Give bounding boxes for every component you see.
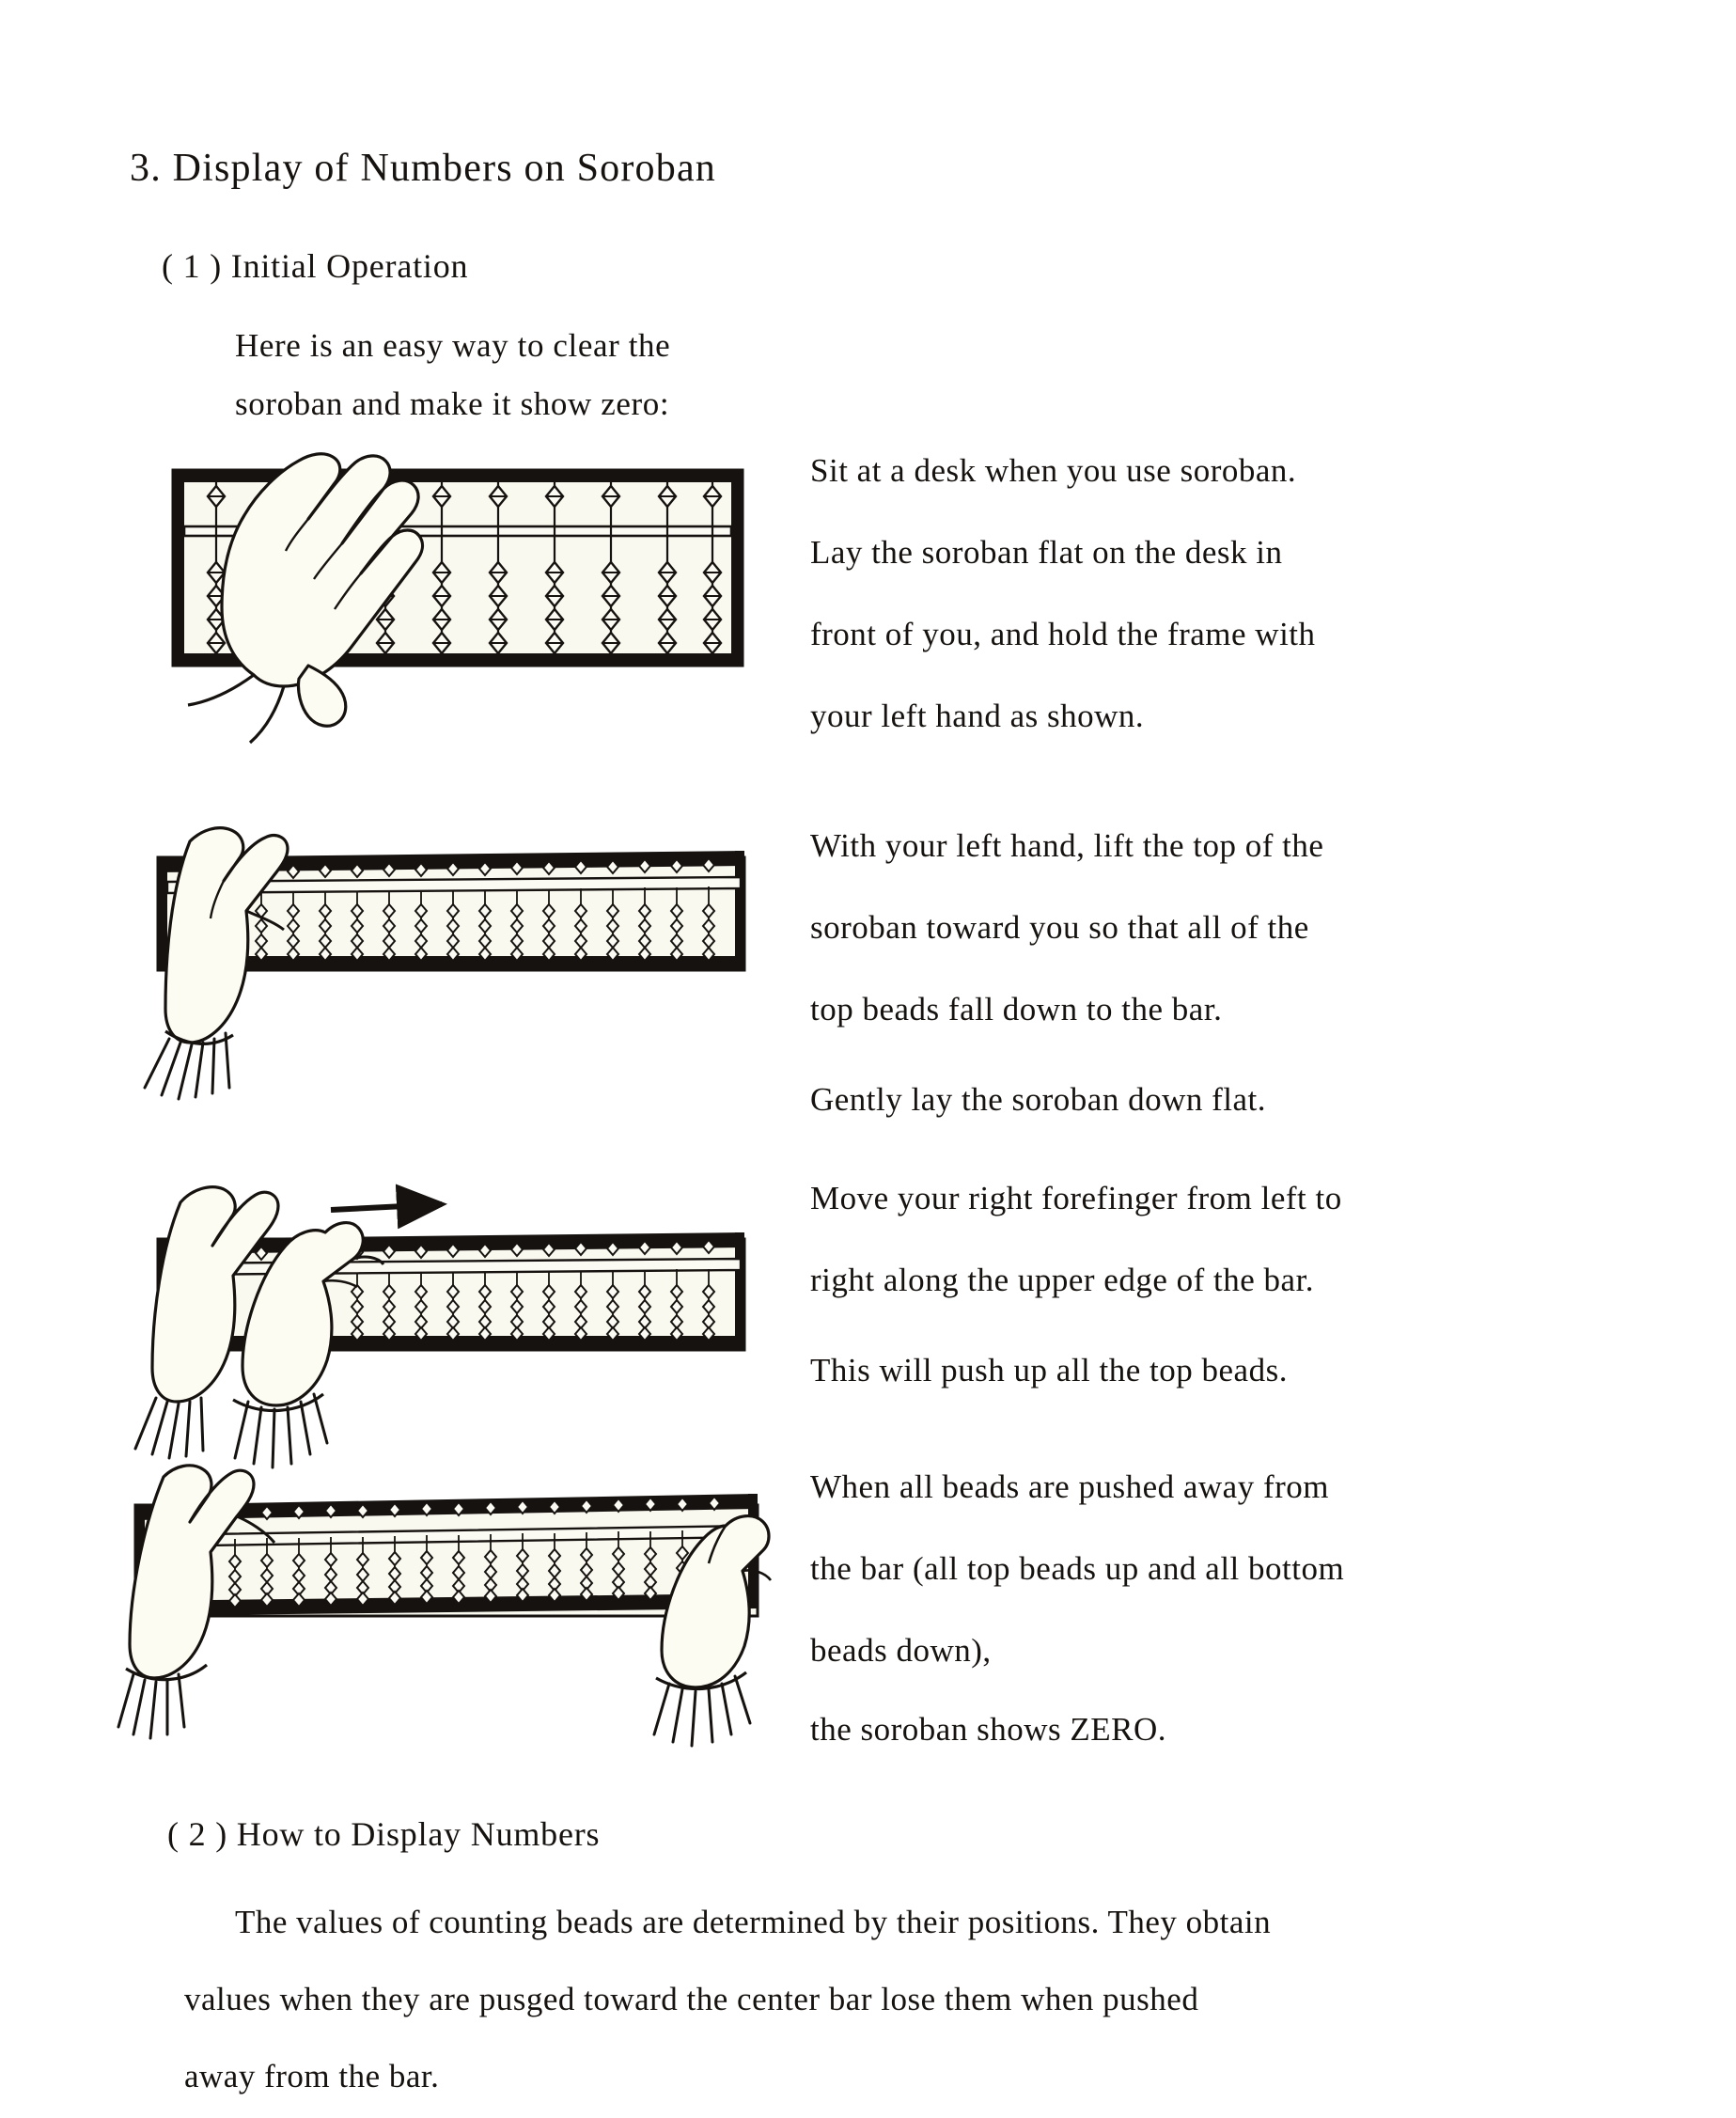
figure-soroban-held-flat-left-hand (167, 449, 750, 760)
intro-text-line: Here is an easy way to clear the (235, 327, 671, 364)
figure-soroban-tilted-toward-you (132, 813, 771, 1123)
page-title: 3. Display of Numbers on Soroban (130, 147, 717, 190)
step-text-line: right along the upper edge of the bar. (810, 1262, 1315, 1298)
figure-soroban-shows-zero-both-hands (113, 1452, 790, 1763)
figure-soroban-forefinger-sweep-right (132, 1170, 771, 1481)
subsection-heading-how-to-display-numbers: ( 2 ) How to Display Numbers (167, 1815, 601, 1853)
direction-arrow-icon (331, 1204, 442, 1210)
step-text-line: With your left hand, lift the top of the (810, 827, 1324, 864)
step-text-line: front of you, and hold the frame with (810, 616, 1316, 652)
step-text-line: beads down), (810, 1632, 992, 1669)
body-paragraph-line: values when they are pusged toward the center bar lose them when pushed (184, 1981, 1199, 2017)
step-text-line: your left hand as shown. (810, 698, 1145, 734)
soroban-illustration-2 (132, 813, 771, 1123)
subsection-heading-initial-operation: ( 1 ) Initial Operation (162, 247, 469, 285)
body-paragraph-line: away from the bar. (184, 2058, 440, 2094)
intro-text-line: soroban and make it show zero: (235, 385, 670, 422)
soroban-illustration-4 (113, 1452, 790, 1763)
body-paragraph-line: The values of counting beads are determined by their positions. They obtain (235, 1904, 1272, 1940)
step-text-line: soroban toward you so that all of the (810, 909, 1309, 946)
step-text-line: Gently lay the soroban down flat. (810, 1081, 1267, 1118)
soroban-illustration-3 (132, 1170, 771, 1481)
step-text-line: top beads fall down to the bar. (810, 991, 1223, 1028)
step-text-line: This will push up all the top beads. (810, 1352, 1288, 1388)
step-text-line: Move your right forefinger from left to (810, 1180, 1342, 1216)
step-text-line: Lay the soroban flat on the desk in (810, 534, 1283, 571)
step-text-line: When all beads are pushed away from (810, 1468, 1330, 1505)
step-text-line: the bar (all top beads up and all bottom (810, 1550, 1345, 1587)
soroban-illustration-1 (167, 449, 750, 760)
step-text-line: the soroban shows ZERO. (810, 1711, 1166, 1748)
step-text-line: Sit at a desk when you use soroban. (810, 452, 1297, 489)
